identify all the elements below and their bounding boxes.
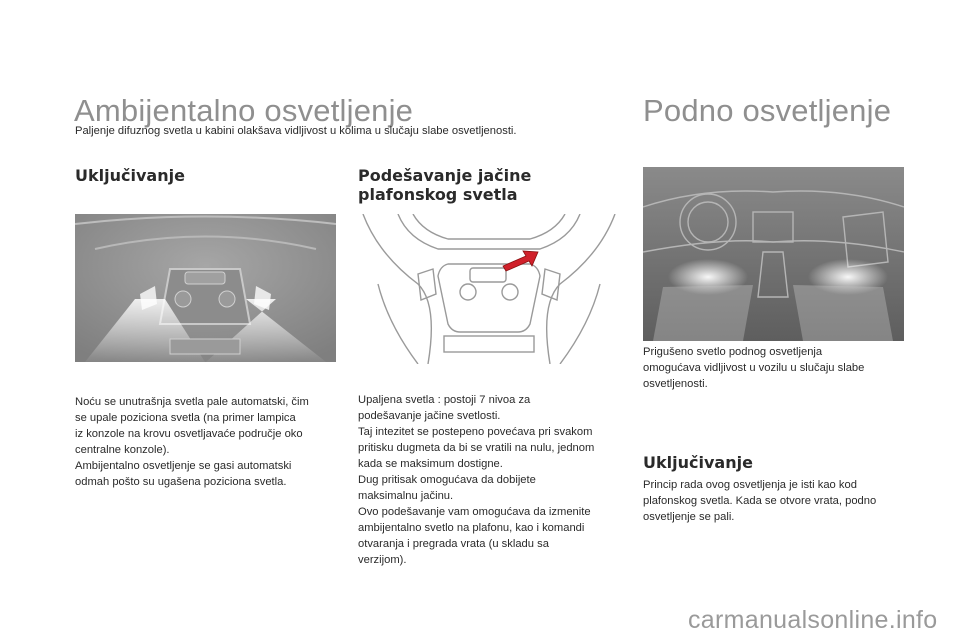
text-line: osvetljenje se pali.	[643, 511, 735, 523]
text-line: Taj intezitet se postepeno povećava pri svakom	[358, 426, 593, 438]
heading-ukljucivanje-floor: Uključivanje	[643, 453, 753, 472]
text-line: centralne konzole).	[75, 444, 170, 456]
heading-line: plafonskog svetla	[358, 185, 518, 204]
ceiling-light-illustration	[75, 214, 336, 362]
section-title-floor: Podno osvetljenje	[643, 93, 892, 128]
text-line: pritisku dugmeta da bi se vratili na nulu, jednom	[358, 442, 595, 454]
text-line: Prigušeno svetlo podnog osvetljenja	[643, 346, 823, 358]
heading-line: Podešavanje jačine	[358, 166, 532, 185]
section-title-ambient: Ambijentalno osvetljenje	[74, 93, 414, 128]
dimmer-description	[358, 392, 594, 568]
text-line: Ambijentalno osvetljenje se gasi automatski	[75, 460, 292, 472]
text-line: plafonskog svetla. Kada se otvore vrata, podno	[643, 495, 877, 507]
text-line: iz konzole na krovu osvetljavaće područje oko	[75, 428, 303, 440]
watermark: carmanualsonline.info	[688, 606, 938, 634]
text-line: kada se maksimum dostigne.	[358, 458, 503, 470]
floor-light-illustration	[643, 167, 904, 341]
heading-podesavanje	[358, 166, 531, 204]
text-line: odmah pošto su ugašena poziciona svetla.	[75, 476, 287, 488]
text-line: osvetljenosti.	[643, 378, 708, 390]
text-line: Upaljena svetla : postoji 7 nivoa za	[358, 394, 531, 406]
ambient-description	[75, 394, 309, 490]
floor-light-caption	[643, 344, 864, 392]
text-line: Ovo podešavanje vam omogućava da izmenite	[358, 506, 591, 518]
floor-light-description	[643, 477, 876, 525]
text-line: ambijentalno svetlo na plafonu, kao i komandi	[358, 522, 585, 534]
text-line: Princip rada ovog osvetljenja je isti kao kod	[643, 479, 857, 491]
text-line: podešavanje jačine svetlosti.	[358, 410, 501, 422]
text-line: Dug pritisak omogućava da dobijete	[358, 474, 536, 486]
text-line: maksimalnu jačinu.	[358, 490, 454, 502]
ceiling-console-line-drawing	[358, 214, 620, 364]
section-subtitle: Paljenje difuznog svetla u kabini olakšava vidljivost u kolima u slučaju slabe osvetljenosti.	[75, 125, 517, 137]
text-line: Noću se unutrašnja svetla pale automatski, čim	[75, 396, 309, 408]
text-line: otvaranja i pregrada vrata (u skladu sa	[358, 538, 549, 550]
heading-ukljucivanje-ambient: Uključivanje	[75, 166, 185, 185]
text-line: omogućava vidljivost u vozilu u slučaju slabe	[643, 362, 865, 374]
text-line: se upale poziciona svetla (na primer lampica	[75, 412, 296, 424]
text-line: verzijom).	[358, 554, 407, 566]
